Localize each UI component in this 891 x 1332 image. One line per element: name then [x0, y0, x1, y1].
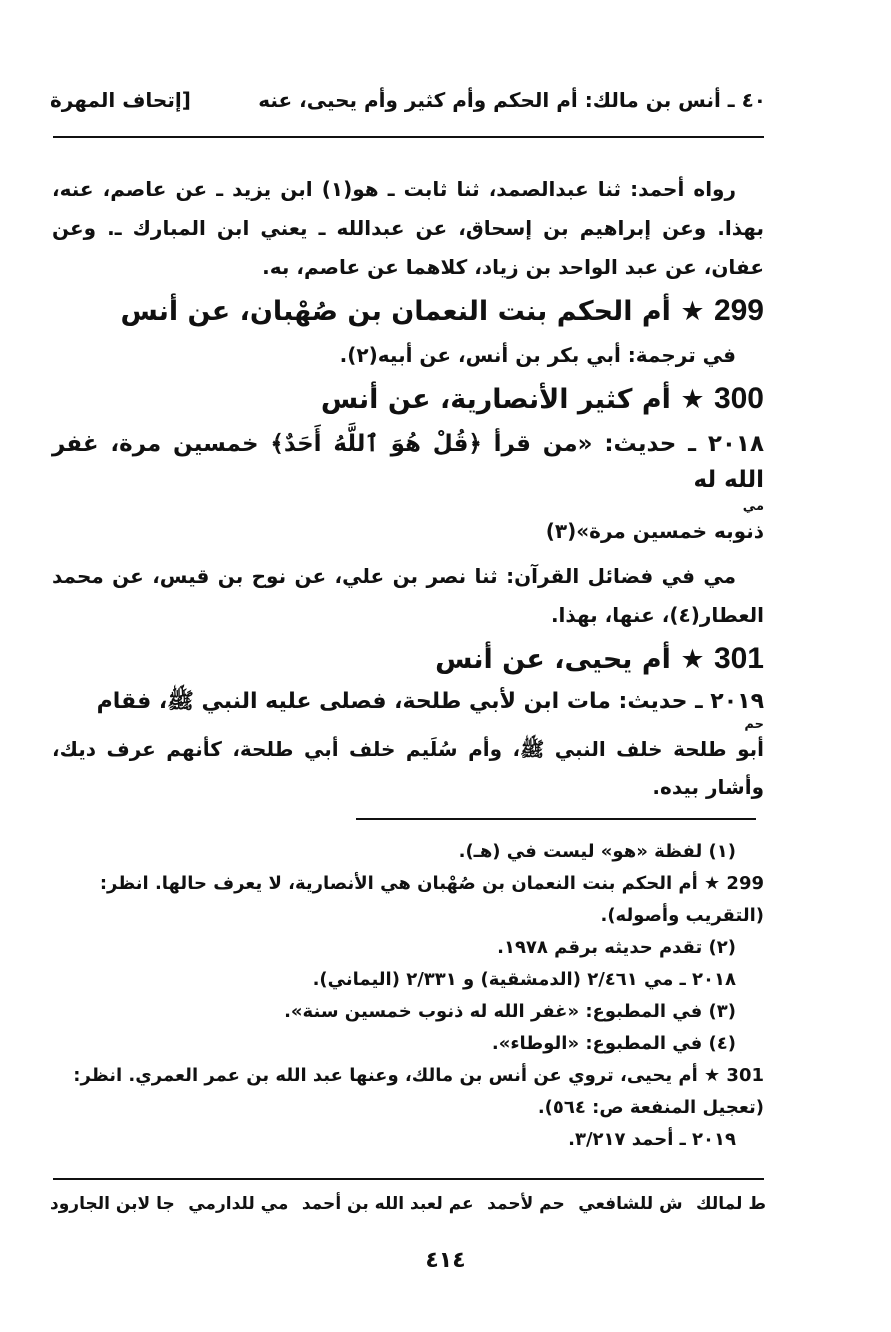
source-mark: حم: [744, 717, 764, 732]
entry-number: 301: [713, 642, 764, 675]
footnote-2019: ٢٠١٩ ـ أحمد ٣/٢١٧.: [568, 1129, 736, 1150]
entry-heading-301: [52, 637, 764, 682]
abbreviation-item: جا لابن الجارود: [50, 1194, 175, 1214]
paragraph-tarjama: في ترجمة: أبي بكر بن أنس، عن أبيه(٢).: [339, 343, 736, 367]
entry-title: أم يحيى، عن أنس: [435, 644, 671, 675]
entry-number: 300: [713, 382, 764, 415]
footnote-4: (٤) في المطبوع: «الوطاء».: [491, 1033, 736, 1054]
abbreviation-item: حم لأحمد: [487, 1194, 565, 1214]
abbreviation-item: ش للشافعي: [578, 1194, 683, 1214]
footnote-299: 299 ★ أم الحكم بنت النعمان بن صُهْبان هي الأنصارية، لا يعرف حالها. انظر: (التقريب وأصوله).: [99, 873, 764, 926]
chapter-title: ٤٠ ـ أنس بن مالك: أم الحكم وأم كثير وأم يحيى، عنه: [258, 88, 766, 112]
footnote-301: 301 ★ أم يحيى، تروي عن أنس بن مالك، وعنها عبد الله بن عمر العمري. انظر: (تعجيل المنفعة ص: ٥٦٤).: [73, 1065, 764, 1118]
main-text: [52, 170, 764, 806]
footnote-3: (٣) في المطبوع: «غفر الله له ذنوب خمسين سنة».: [284, 1001, 736, 1022]
footnote-1: (١) لفظة «هو» ليست في (هـ).: [458, 841, 736, 862]
source-mark: مي: [742, 499, 764, 514]
hadith-text-line1: ٢٠١٩ ـ حديث: مات ابن لأبي طلحة، فصلى عليه النبي ﷺ، فقام: [96, 689, 764, 714]
abbreviation-item: عم لعبد الله بن أحمد: [301, 1194, 474, 1214]
hadith-2018: [52, 426, 764, 551]
footnote-2018: ٢٠١٨ ـ مي ٢/٤٦١ (الدمشقية) و ٢/٣٣١ (اليماني).: [312, 969, 736, 990]
hadith-2019: [52, 684, 764, 806]
abbreviation-key: [50, 1194, 766, 1214]
footnote-rule: [356, 818, 756, 820]
hadith-text-line1: ٢٠١٨ ـ حديث: «من قرأ ﴿قُلْ هُوَ ٱللَّهُ أَحَدٌ﴾ خمسين مرة، غفر الله له: [52, 431, 764, 493]
abbreviation-item: مي للدارمي: [188, 1194, 289, 1214]
running-header: [50, 88, 766, 124]
paragraph-riwaya: رواه أحمد: ثنا عبدالصمد، ثنا ثابت ـ هو(١) ابن يزيد ـ عن عاصم، عنه، بهذا. وعن إبراهيم بن إسحاق، عن عبدالله ـ يعني ابن المبارك ـ. وعن عفان، عن عبد الواحد بن زياد، كلاهما عن عاصم، به.: [52, 177, 764, 279]
bottom-rule: [53, 1178, 764, 1180]
hadith-text-line2: ذنوبه خمسين مرة»(٣): [545, 519, 764, 543]
book-title: [إتحاف المهرة: [50, 88, 191, 112]
star-icon: ★: [680, 384, 705, 415]
entry-title: أم كثير الأنصارية، عن أنس: [320, 384, 671, 415]
entry-heading-300: [52, 377, 764, 422]
entry-number: 299: [713, 294, 764, 327]
star-icon: ★: [680, 644, 705, 675]
star-icon: ★: [680, 296, 705, 327]
hadith-text-line2: أبو طلحة خلف النبي ﷺ، وأم سُلَيم خلف أبي طلحة، كأنهم عرف ديك، وأشار بيده.: [52, 737, 764, 799]
entry-title: أم الحكم بنت النعمان بن صُهْبان، عن أنس: [120, 296, 671, 327]
abbreviation-item: ط لمالك: [696, 1194, 766, 1214]
paragraph-source: مي في فضائل القرآن: ثنا نصر بن علي، عن نوح بن قيس، عن محمد العطار(٤)، عنها، بهذا.: [52, 564, 764, 627]
entry-heading-299: [52, 289, 764, 334]
footnotes: [52, 836, 764, 1156]
footnote-2: (٢) تقدم حديثه برقم ١٩٧٨.: [497, 937, 736, 958]
page-number: ٤١٤: [425, 1248, 466, 1273]
header-rule: [53, 136, 764, 138]
